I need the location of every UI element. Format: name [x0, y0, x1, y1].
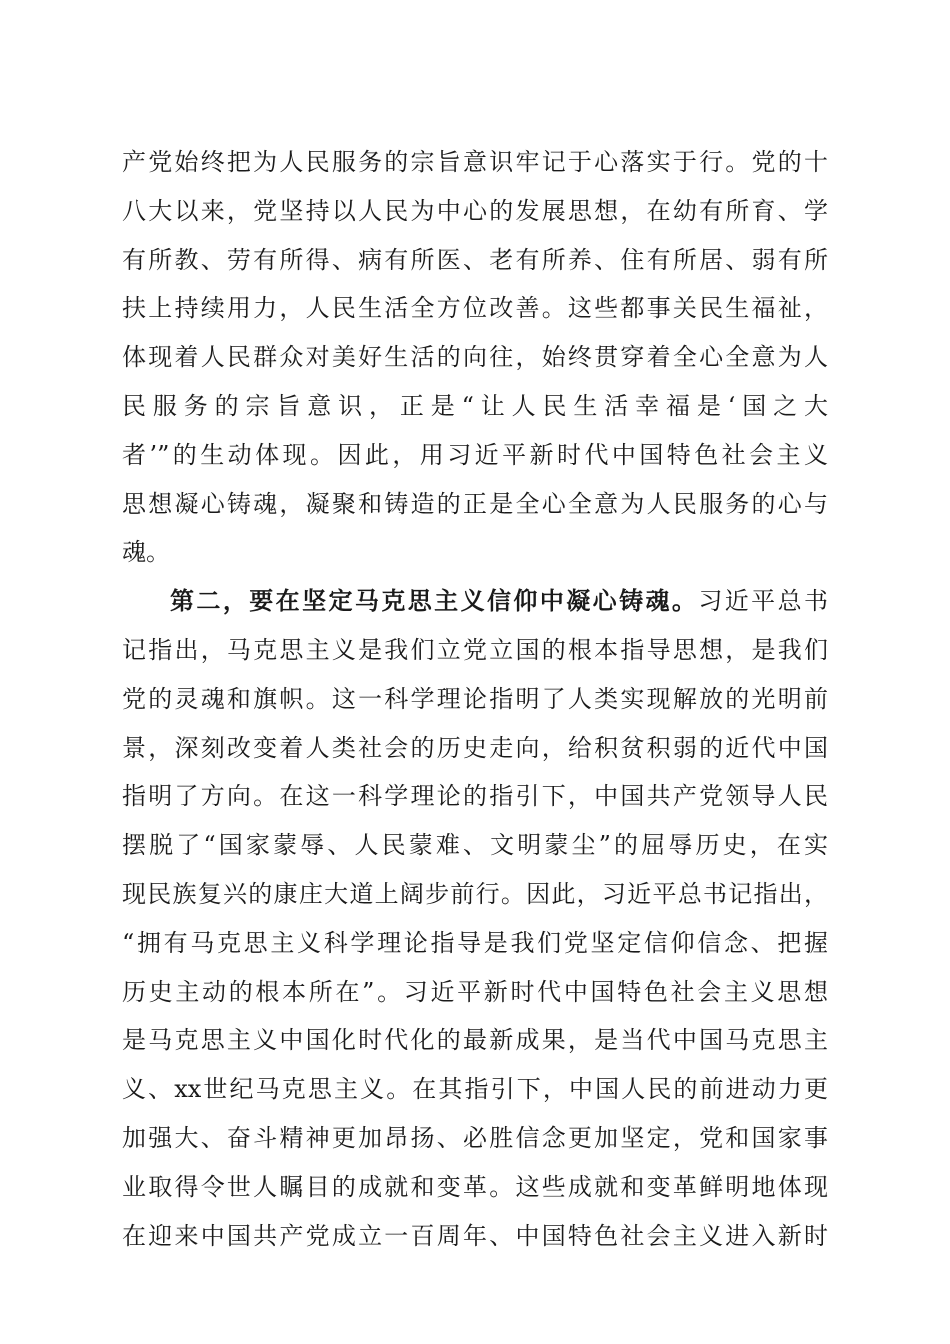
paragraph-marxism-belief	[122, 577, 828, 1260]
text-line: 景，深刻改变着人类社会的历史走向，给积贫积弱的近代中国	[122, 733, 828, 762]
text-line: 记指出，马克思主义是我们立党立国的根本指导思想，是我们	[122, 635, 828, 664]
paragraph-heading: 第二，要在坚定马克思主义信仰中凝心铸魂。	[170, 586, 699, 616]
text-line: 业取得令世人瞩目的成就和变革。这些成就和变革鲜明地体现	[122, 1172, 828, 1201]
document-body	[122, 138, 828, 1260]
heading-line-rest: 习近平总书	[698, 587, 829, 616]
text-line: 魂。	[122, 538, 170, 567]
paragraph-people-centered	[122, 138, 828, 577]
text-line: 摆脱了“国家蒙辱、人民蒙难、文明蒙尘”的屈辱历史，在实	[122, 831, 828, 860]
text-line: 者’”的生动体现。因此，用习近平新时代中国特色社会主义	[122, 440, 828, 469]
text-line: 民服务的宗旨意识，正是“让人民生活幸福是‘国之大	[122, 391, 828, 420]
text-line: 扶上持续用力，人民生活全方位改善。这些都事关民生福祉，	[122, 294, 828, 323]
text-line: 思想凝心铸魂，凝聚和铸造的正是全心全意为人民服务的心与	[122, 489, 828, 518]
text-line: 历史主动的根本所在”。习近平新时代中国特色社会主义思想	[122, 977, 828, 1006]
text-line: 义、xx世纪马克思主义。在其指引下，中国人民的前进动力更	[122, 1075, 828, 1104]
text-line: 八大以来，党坚持以人民为中心的发展思想，在幼有所育、学	[122, 196, 828, 225]
text-line: 指明了方向。在这一科学理论的指引下，中国共产党领导人民	[122, 782, 828, 811]
text-line: 加强大、奋斗精神更加昂扬、必胜信念更加坚定，党和国家事	[122, 1123, 828, 1152]
text-line: “拥有马克思主义科学理论指导是我们党坚定信仰信念、把握	[122, 928, 828, 957]
text-line: 党的灵魂和旗帜。这一科学理论指明了人类实现解放的光明前	[122, 684, 828, 713]
paragraph-first-line	[122, 577, 828, 626]
text-line: 体现着人民群众对美好生活的向往，始终贯穿着全心全意为人	[122, 343, 828, 372]
text-line: 是马克思主义中国化时代化的最新成果，是当代中国马克思主	[122, 1026, 828, 1055]
text-line: 现民族复兴的康庄大道上阔步前行。因此，习近平总书记指出，	[122, 879, 828, 908]
text-line: 有所教、劳有所得、病有所医、老有所养、住有所居、弱有所	[122, 245, 828, 274]
text-line: 产党始终把为人民服务的宗旨意识牢记于心落实于行。党的十	[122, 148, 828, 176]
text-line: 在迎来中国共产党成立一百周年、中国特色社会主义进入新时	[122, 1221, 828, 1250]
